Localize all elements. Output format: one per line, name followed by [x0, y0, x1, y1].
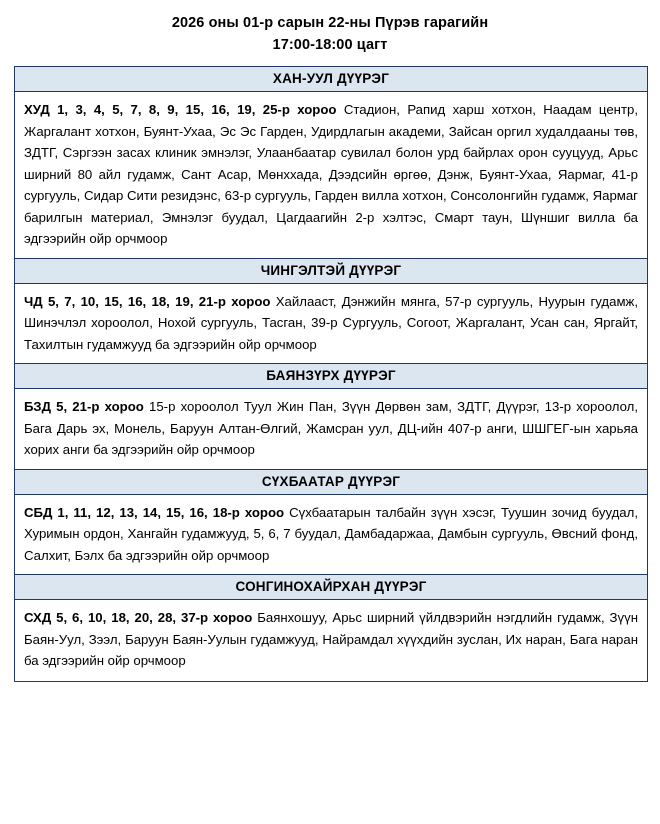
district-section-sukhbaatar [15, 469, 647, 575]
district-body [15, 495, 647, 575]
district-location-list: Сүхбаатарын талбайн зүүн хэсэг, Туушин зочид буудал, Хуримын ордон, Хангайн гудамжууд, 5, 6, 7 буудал, Дамбадаржаа, Дамбын сургууль, Өвсний фонд, Салхит, Бэлх ба эдгээрийн ойр орчмоор [24, 504, 639, 563]
district-section-songinokhairkhan [15, 574, 647, 681]
district-khoroo-list: БЗД 5, 21-р хороо [24, 399, 144, 414]
page-title-line-2: 17:00-18:00 цагт [272, 37, 388, 53]
district-body [15, 284, 647, 364]
district-section-bayanzurkh [15, 363, 647, 469]
district-header: СҮХБААТАР ДҮҮРЭГ [15, 469, 647, 495]
district-location-list: 15-р хороолол Туул Жин Пан, Зүүн Дөрвөн зам, ЗДТГ, Дүүрэг, 13-р хороолол, Бага Дарь эх, Монель, Баруун Алтан-Өлгий, Жамсран уул, ДЦ-ийн 407-р анги, ШШГЕГ-ын харьяа хорих анги ба эдгээрийн ойр орчмоор [24, 399, 638, 457]
district-khoroo-list: СХД 5, 6, 10, 18, 20, 28, 37-р хороо [24, 610, 253, 625]
district-location-list: Стадион, Рапид харш хотхон, Наадам центр, Жаргалант хотхон, Буянт-Ухаа, Эс Эс Гарден, Удирдлагын академи, Зайсан оргил худалдааны төв, ЗДТГ, Сэргээн засах клиник эмнэлэг, Улаанбаатар сувилал болон урд байрлах орон сууцууд, Арьс ширний 80 айл гудамж, Сант Асар, Мөнххада, Дээдсийн өргөө, Дэнж, Буянт-Ухаа, Яармаг, 41-р сургууль, Сидар Сити резидэнс, 63-р сургууль, Гарден вилла хотхон, Сонсолонгийн гудамж, Яармаг барилгын материал, Эмнэлэг буудал, Цагдаагийн 2-р хэлтэс, Смарт таун, Шүншиг вилла ба эдгээрийн ойр орчмоор [24, 102, 638, 246]
district-header: СОНГИНОХАЙРХАН ДҮҮРЭГ [15, 574, 647, 600]
district-location-list: Баянхошуу, Арьс ширний үйлдвэрийн нэгдлийн гудамж, Зүүн Баян-Уул, Зээл, Баруун Баян-Уулын гудамжууд, Найрамдал хүүхдийн зуслан, Их наран, Бага наран ба эдгээрийн ойр орчмоор [24, 610, 638, 668]
page-title-line-1: 2026 оны 01-р сарын 22-ны Пүрэв гарагийн [171, 15, 489, 31]
district-section-khan-uul [15, 67, 647, 258]
district-header: ХАН-УУЛ ДҮҮРЭГ [15, 67, 647, 92]
district-body [15, 92, 647, 258]
district-section-chingeltei [15, 258, 647, 364]
district-khoroo-list: ХУД 1, 3, 4, 5, 7, 8, 9, 15, 16, 19, 25-р хороо [24, 102, 337, 117]
page-title [14, 0, 646, 56]
district-body [15, 600, 647, 681]
outage-schedule-table [14, 66, 648, 682]
district-body [15, 389, 647, 469]
district-header: БАЯНЗҮРХ ДҮҮРЭГ [15, 363, 647, 389]
district-location-list: Хайлааст, Дэнжийн мянга, 57-р сургууль, Нуурын гудамж, Шинэчлэл хороолол, Нохой сургууль, Тасган, 39-р Сургууль, Согоот, Жаргалант, Усан сан, Яргайт, Тахилтын гудамжууд ба эдгээрийн ойр орчмоор [24, 293, 639, 352]
district-khoroo-list: СБД 1, 11, 12, 13, 14, 15, 16, 18-р хороо [24, 504, 285, 520]
district-header: ЧИНГЭЛТЭЙ ДҮҮРЭГ [15, 258, 647, 284]
district-khoroo-list: ЧД 5, 7, 10, 15, 16, 18, 19, 21-р хороо [24, 293, 271, 309]
